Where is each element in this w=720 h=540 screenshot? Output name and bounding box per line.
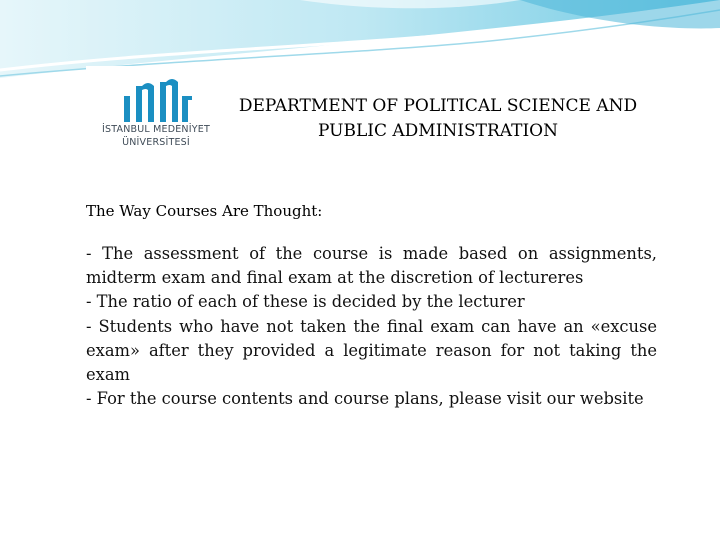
- section-heading: The Way Courses Are Thought:: [86, 202, 323, 220]
- page-title: [226, 94, 650, 144]
- paragraph-assessment: - The assessment of the course is made based on assignments, midterm exam and final exam at the discretion of lectureres: [86, 244, 657, 288]
- logo-mark-icon: [86, 66, 226, 126]
- body-text: [86, 242, 657, 411]
- title-line1: DEPARTMENT OF POLITICAL SCIENCE AND: [238, 96, 638, 116]
- university-logo: [86, 66, 226, 164]
- paragraph-excuse-exam: - Students who have not taken the final exam can have an «excuse exam» after they provided a legitimate reason for not taking the exam: [86, 316, 657, 385]
- paragraph-website: - For the course contents and course plans, please visit our website: [86, 389, 644, 409]
- logo-text-line1: İSTANBUL MEDENİYET: [102, 124, 210, 135]
- title-line2: PUBLIC ADMINISTRATION: [318, 121, 558, 141]
- logo-text-line2: ÜNİVERSİTESİ: [122, 137, 190, 148]
- paragraph-ratio: - The ratio of each of these is decided by the lecturer: [86, 292, 525, 312]
